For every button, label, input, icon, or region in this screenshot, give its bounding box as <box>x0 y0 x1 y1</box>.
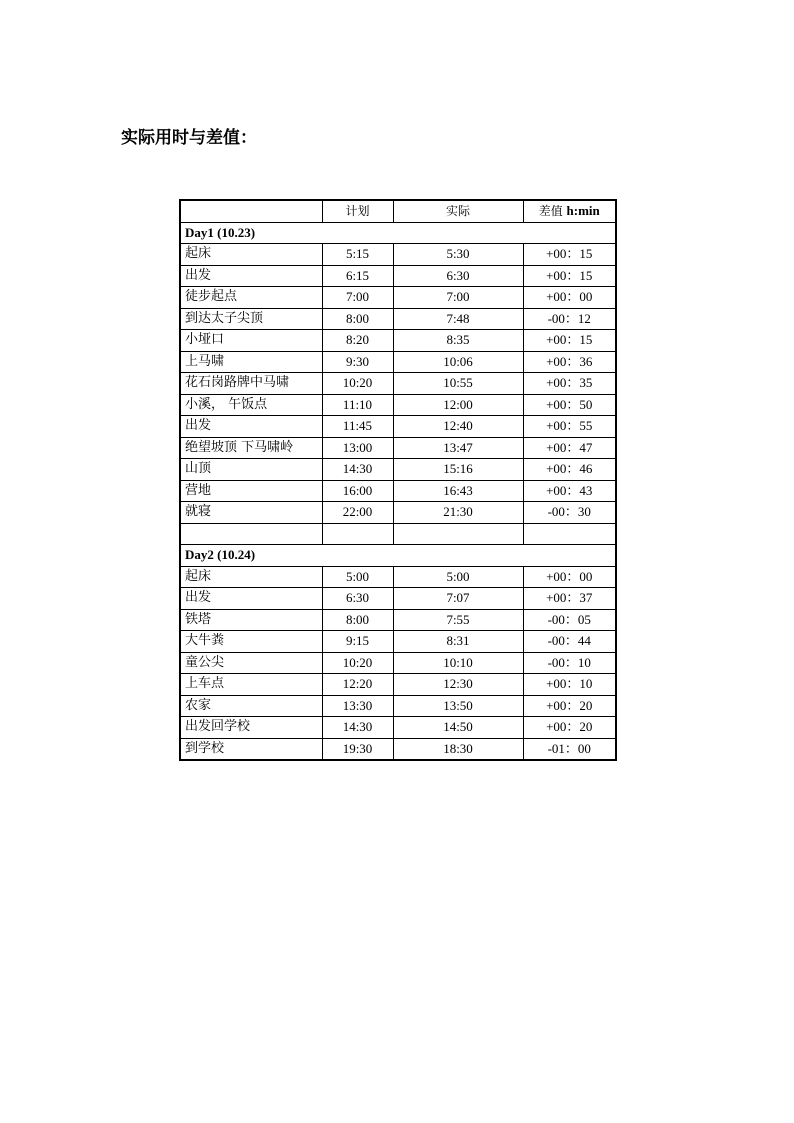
cell-actual: 14:50 <box>393 717 523 739</box>
table-row <box>180 265 616 287</box>
table-row <box>180 373 616 395</box>
cell-diff: +00：43 <box>523 480 616 502</box>
cell-actual: 7:48 <box>393 308 523 330</box>
cell-actual: 10:10 <box>393 652 523 674</box>
table-row <box>180 566 616 588</box>
cell-name: 上车点 <box>180 674 322 696</box>
cell-name: 起床 <box>180 244 322 266</box>
cell-plan: 19:30 <box>322 738 393 760</box>
table-row <box>180 674 616 696</box>
header-diff-unit: h:min <box>566 203 600 219</box>
table-row <box>180 738 616 760</box>
cell-diff: +00：00 <box>523 566 616 588</box>
header-name <box>180 200 322 222</box>
cell-name: 出发 <box>180 416 322 438</box>
section-label-day2: Day2 (10.24) <box>180 545 616 567</box>
cell-diff: +00：47 <box>523 437 616 459</box>
cell-diff: -00：05 <box>523 609 616 631</box>
blank-cell <box>523 523 616 545</box>
cell-actual: 16:43 <box>393 480 523 502</box>
cell-name: 农家 <box>180 695 322 717</box>
table-row <box>180 609 616 631</box>
cell-plan: 5:15 <box>322 244 393 266</box>
cell-actual: 21:30 <box>393 502 523 524</box>
cell-diff: -00：30 <box>523 502 616 524</box>
cell-name: 徒步起点 <box>180 287 322 309</box>
section-row-day1 <box>180 222 616 244</box>
cell-plan: 13:30 <box>322 695 393 717</box>
cell-plan: 11:10 <box>322 394 393 416</box>
table-row <box>180 652 616 674</box>
cell-plan: 11:45 <box>322 416 393 438</box>
cell-actual: 12:00 <box>393 394 523 416</box>
cell-plan: 10:20 <box>322 373 393 395</box>
cell-plan: 6:30 <box>322 588 393 610</box>
cell-actual: 13:47 <box>393 437 523 459</box>
cell-diff: +00：15 <box>523 330 616 352</box>
table-row <box>180 695 616 717</box>
cell-actual: 7:07 <box>393 588 523 610</box>
cell-actual: 5:00 <box>393 566 523 588</box>
cell-actual: 10:55 <box>393 373 523 395</box>
cell-plan: 9:30 <box>322 351 393 373</box>
cell-name: 就寝 <box>180 502 322 524</box>
cell-actual: 8:35 <box>393 330 523 352</box>
table-row <box>180 588 616 610</box>
page-title: 实际用时与差值： <box>121 128 257 148</box>
cell-name: 出发 <box>180 265 322 287</box>
cell-diff: +00：00 <box>523 287 616 309</box>
table-row <box>180 330 616 352</box>
cell-diff: -00：44 <box>523 631 616 653</box>
cell-name: 小垭口 <box>180 330 322 352</box>
cell-plan: 12:20 <box>322 674 393 696</box>
table-row <box>180 244 616 266</box>
section-label-day1: Day1 (10.23) <box>180 222 616 244</box>
blank-row <box>180 523 616 545</box>
cell-plan: 14:30 <box>322 459 393 481</box>
cell-diff: -00：10 <box>523 652 616 674</box>
cell-diff: +00：35 <box>523 373 616 395</box>
header-diff-label: 差值 <box>538 204 563 219</box>
cell-diff: +00：37 <box>523 588 616 610</box>
cell-diff: +00：36 <box>523 351 616 373</box>
cell-name: 童公尖 <box>180 652 322 674</box>
cell-name: 绝望坡顶 下马啸岭 <box>180 437 322 459</box>
cell-actual: 15:16 <box>393 459 523 481</box>
header-actual: 实际 <box>393 200 523 222</box>
cell-name: 山顶 <box>180 459 322 481</box>
table-row <box>180 308 616 330</box>
cell-plan: 9:15 <box>322 631 393 653</box>
cell-diff: +00：20 <box>523 695 616 717</box>
blank-cell <box>322 523 393 545</box>
cell-name: 上马啸 <box>180 351 322 373</box>
cell-plan: 8:00 <box>322 308 393 330</box>
cell-plan: 10:20 <box>322 652 393 674</box>
table-row <box>180 480 616 502</box>
cell-plan: 14:30 <box>322 717 393 739</box>
cell-name: 大牛粪 <box>180 631 322 653</box>
table-row <box>180 502 616 524</box>
table-row <box>180 717 616 739</box>
blank-cell <box>180 523 322 545</box>
table-row <box>180 631 616 653</box>
header-row <box>180 200 616 222</box>
cell-actual: 7:55 <box>393 609 523 631</box>
cell-diff: +00：46 <box>523 459 616 481</box>
cell-plan: 7:00 <box>322 287 393 309</box>
cell-name: 到学校 <box>180 738 322 760</box>
cell-diff: +00：20 <box>523 717 616 739</box>
cell-actual: 10:06 <box>393 351 523 373</box>
cell-actual: 18:30 <box>393 738 523 760</box>
table-body <box>180 222 616 760</box>
cell-name: 花石岗路牌中马啸 <box>180 373 322 395</box>
cell-name: 小溪， 午饭点 <box>180 394 322 416</box>
table-row <box>180 394 616 416</box>
table-row <box>180 437 616 459</box>
table-row <box>180 416 616 438</box>
cell-plan: 16:00 <box>322 480 393 502</box>
cell-name: 铁塔 <box>180 609 322 631</box>
cell-name: 到达太子尖顶 <box>180 308 322 330</box>
cell-plan: 8:20 <box>322 330 393 352</box>
cell-actual: 12:40 <box>393 416 523 438</box>
cell-name: 营地 <box>180 480 322 502</box>
cell-name: 出发 <box>180 588 322 610</box>
table-row <box>180 459 616 481</box>
cell-name: 出发回学校 <box>180 717 322 739</box>
cell-actual: 12:30 <box>393 674 523 696</box>
cell-actual: 6:30 <box>393 265 523 287</box>
cell-plan: 13:00 <box>322 437 393 459</box>
section-row-day2 <box>180 545 616 567</box>
cell-plan: 5:00 <box>322 566 393 588</box>
cell-diff: +00：15 <box>523 265 616 287</box>
cell-plan: 22:00 <box>322 502 393 524</box>
cell-diff: +00：50 <box>523 394 616 416</box>
blank-cell <box>393 523 523 545</box>
cell-diff: -00：12 <box>523 308 616 330</box>
schedule-table <box>179 199 617 761</box>
cell-actual: 13:50 <box>393 695 523 717</box>
cell-name: 起床 <box>180 566 322 588</box>
cell-actual: 7:00 <box>393 287 523 309</box>
header-diff <box>523 200 616 222</box>
cell-actual: 8:31 <box>393 631 523 653</box>
cell-actual: 5:30 <box>393 244 523 266</box>
table-row <box>180 351 616 373</box>
cell-diff: -01：00 <box>523 738 616 760</box>
cell-diff: +00：55 <box>523 416 616 438</box>
header-plan: 计划 <box>322 200 393 222</box>
cell-plan: 6:15 <box>322 265 393 287</box>
cell-diff: +00：15 <box>523 244 616 266</box>
table-row <box>180 287 616 309</box>
cell-plan: 8:00 <box>322 609 393 631</box>
cell-diff: +00：10 <box>523 674 616 696</box>
